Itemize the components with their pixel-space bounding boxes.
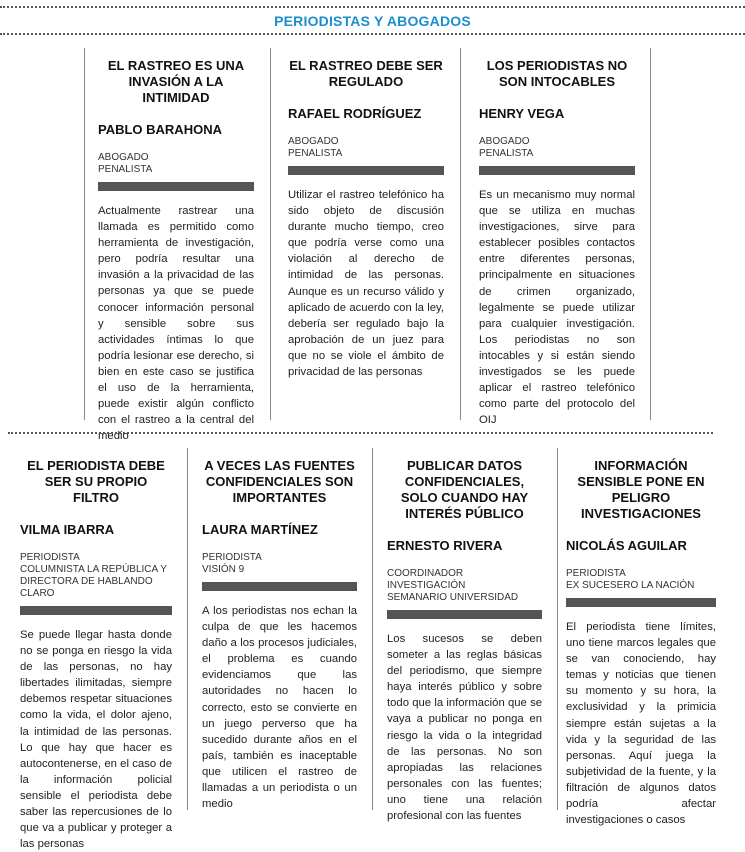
author-name: NICOLÁS AGUILAR bbox=[566, 538, 687, 553]
author-name: RAFAEL RODRÍGUEZ bbox=[288, 106, 422, 121]
headline: PUBLICAR DATOS CONFIDENCIALES, SOLO CUANDO HAY INTERÉS PÚBLICO bbox=[400, 458, 529, 521]
author-name: HENRY VEGA bbox=[479, 106, 565, 121]
opinion-column-martinez bbox=[202, 458, 357, 812]
headline: EL RASTREO DEBE SER REGULADO bbox=[289, 58, 443, 89]
opinion-column-vega bbox=[479, 58, 635, 428]
column-divider bbox=[557, 448, 558, 810]
title-dotted-rule bbox=[0, 33, 745, 35]
opinion-text: Es un mecanismo muy normal que se utiliza en muchas investigaciones, sirve para establecer posibles contactos entre diferentes personas, principalmente en situaciones de crimen organizado, legalmente se puede utilizar para cualquier investigación. Los periodistas no son intocables y si están siendo investigados se les puede aplicar el rastreo telefónico como parte del protocolo del OIJ bbox=[479, 189, 635, 427]
column-divider bbox=[372, 448, 373, 810]
row-dotted-rule bbox=[8, 432, 713, 434]
column-divider bbox=[84, 48, 85, 420]
author-role: ABOGADO PENALISTA bbox=[479, 136, 534, 159]
opinion-text: Los sucesos se deben someter a las reglas básicas del periodismo, que siempre haya interés público y sobre todo que la información que se vaya a publicar no ponga en riesgo la vida o la integridad de las personas. No son apropiadas las relaciones personales con las fuentes; uno tiene una relación profesional con las fuentes bbox=[387, 633, 542, 823]
author-role: PERIODISTA COLUMNISTA LA REPÚBLICA Y DIRECTORA DE HABLANDO CLARO bbox=[20, 552, 167, 599]
headline: EL PERIODISTA DEBE SER SU PROPIO FILTRO bbox=[27, 458, 165, 505]
author-name: ERNESTO RIVERA bbox=[387, 538, 503, 553]
opinion-text: Actualmente rastrear una llamada es permitido como herramienta de investigación, pero podría resultar una invasión a la privacidad de las personas ya que se puede conocer información personal y sensible sobre sus actividades íntimas lo que podría lesionar ese derecho, si bien en este caso se justifica el uso de la herramienta, puede existir algún conflicto con el rastreo a la central del medio bbox=[98, 205, 254, 443]
separator-bar bbox=[98, 182, 254, 191]
headline: EL RASTREO ES UNA INVASIÓN A LA INTIMIDAD bbox=[107, 58, 245, 105]
column-divider bbox=[270, 48, 271, 420]
author-role: COORDINADOR INVESTIGACIÓN SEMANARIO UNIVERSIDAD bbox=[387, 568, 519, 603]
opinion-column-ibarra bbox=[20, 458, 172, 852]
opinion-text: A los periodistas nos echan la culpa de que les hacemos daño a los procesos judiciales, el problema es cuando evidenciamos que las autoridades no hacen lo correcto, esto se convierte en un juego perverso que ha sucedido durante años en el país, también es inaceptable que utilicen el rastreo de llamadas a un periodista o un medio bbox=[202, 605, 357, 811]
section-title: PERIODISTAS Y ABOGADOS bbox=[274, 13, 471, 29]
author-role: ABOGADO PENALISTA bbox=[98, 152, 153, 175]
author-name: LAURA MARTÍNEZ bbox=[202, 522, 318, 537]
column-divider bbox=[187, 448, 188, 810]
column-divider bbox=[650, 48, 651, 420]
opinion-text: El periodista tiene límites, uno tiene marcos legales que se van conociendo, hay temas y noticias que tienen su momento y su hora, la exclusividad y la primicia siempre están sujetas a la vida y la seguridad de las personas. Aquí juega la subjetividad de la fuente, y la filtración de algunos datos podría afectar investigaciones o casos bbox=[566, 621, 716, 827]
separator-bar bbox=[288, 166, 444, 175]
separator-bar bbox=[202, 582, 357, 591]
opinion-column-rivera bbox=[387, 458, 542, 824]
author-name: PABLO BARAHONA bbox=[98, 122, 222, 137]
separator-bar bbox=[566, 598, 716, 607]
opinion-column-rodriguez bbox=[288, 58, 444, 380]
separator-bar bbox=[20, 606, 172, 615]
author-role: PERIODISTA EX SUCESERO LA NACIÓN bbox=[566, 568, 695, 591]
headline: A VECES LAS FUENTES CONFIDENCIALES SON IMPORTANTES bbox=[204, 458, 355, 505]
opinion-column-aguilar bbox=[566, 458, 716, 828]
author-role: ABOGADO PENALISTA bbox=[288, 136, 343, 159]
headline: INFORMACIÓN SENSIBLE PONE EN PELIGRO INVESTIGACIONES bbox=[577, 458, 705, 521]
opinion-column-barahona bbox=[98, 58, 254, 444]
headline: LOS PERIODISTAS NO SON INTOCABLES bbox=[486, 58, 628, 89]
top-dotted-rule bbox=[0, 6, 745, 8]
opinion-text: Utilizar el rastreo telefónico ha sido objeto de discusión durante mucho tiempo, creo que podría verse como una violación al derecho de intimidad de las personas. Aunque es un recurso válido y aplicado de acuerdo con la ley, debería ser regulado bajo la aprobación de un juez para que no se viole el ámbito de privacidad de las personas bbox=[288, 189, 444, 379]
opinion-text: Se puede llegar hasta donde no se ponga en riesgo la vida de las personas, no hay libertades ilimitadas, siempre debemos respetar situaciones como la vida, el dolor ajeno, la intimidad de las personas. Lo que hay que hacer es autocontenerse, en el caso de la información policial sensible el periodista debe saber las repercusiones de lo que va a publicar y proteger a las personas bbox=[20, 629, 172, 851]
author-name: VILMA IBARRA bbox=[20, 522, 115, 537]
author-role: PERIODISTA VISIÓN 9 bbox=[202, 552, 262, 575]
column-divider bbox=[460, 48, 461, 420]
separator-bar bbox=[387, 610, 542, 619]
separator-bar bbox=[479, 166, 635, 175]
